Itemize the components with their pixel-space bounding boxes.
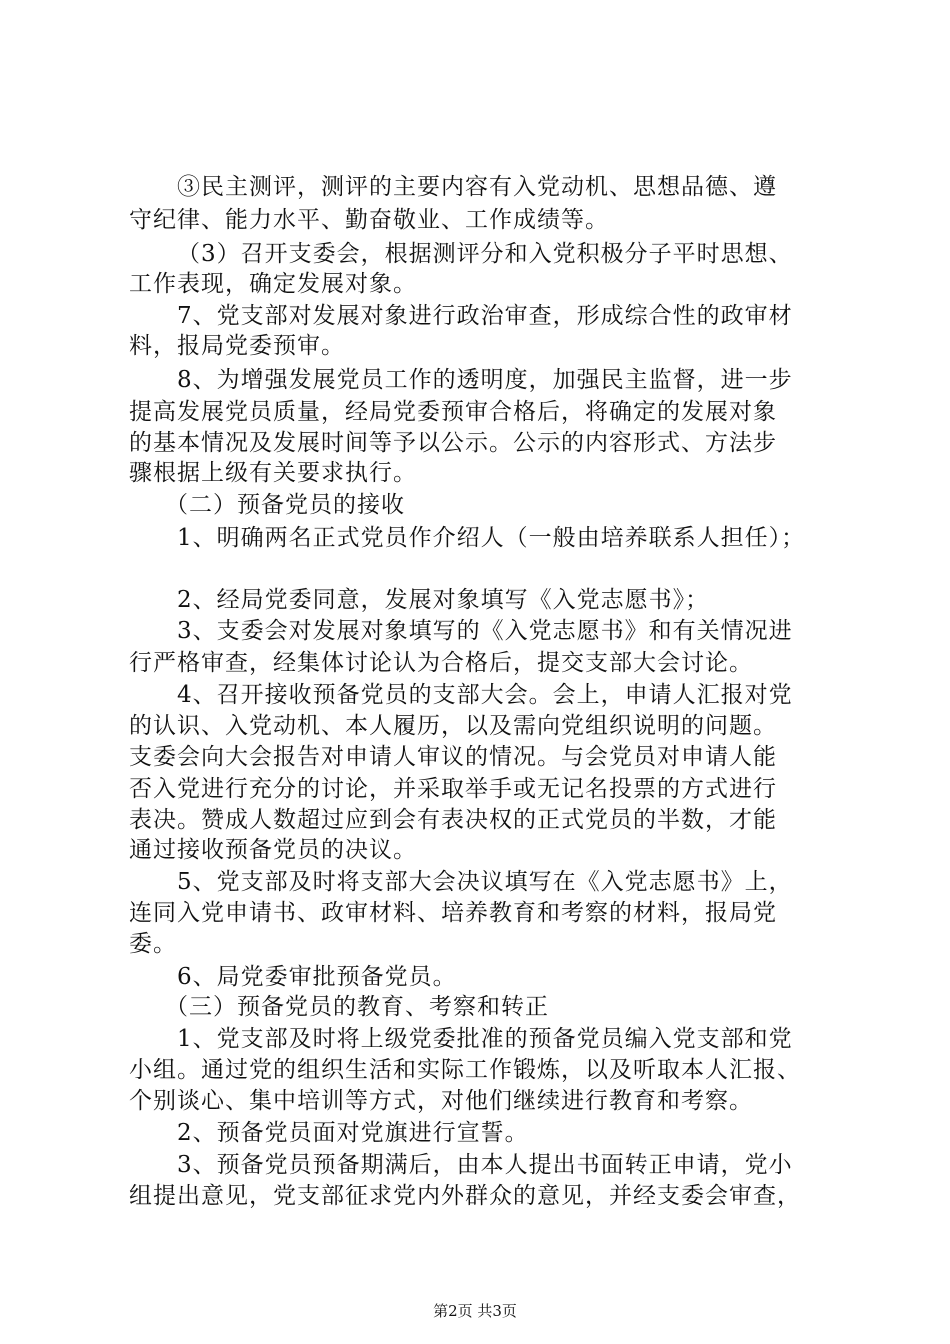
paragraph-line: 1、党支部及时将上级党委批准的预备党员编入党支部和党	[177, 1026, 793, 1052]
paragraph-line: 行严格审查，经集体讨论认为合格后，提交支部大会讨论。	[129, 650, 753, 676]
paragraph-line: 3、支委会对发展对象填写的《入党志愿书》和有关情况进	[177, 618, 793, 644]
paragraph-line: ③民主测评，测评的主要内容有入党动机、思想品德、遵	[177, 174, 777, 200]
paragraph-line: 骤根据上级有关要求执行。	[129, 460, 417, 486]
paragraph-line: 支委会向大会报告对申请人审议的情况。与会党员对申请人能	[129, 744, 777, 770]
paragraph-line: 6、局党委审批预备党员。	[177, 964, 457, 990]
paragraph-line: 个别谈心、集中培训等方式，对他们继续进行教育和考察。	[129, 1088, 753, 1114]
paragraph-line: 工作表现，确定发展对象。	[129, 271, 417, 297]
paragraph-line: 4、召开接收预备党员的支部大会。会上，申请人汇报对党	[177, 682, 793, 708]
paragraph-line: 料，报局党委预审。	[129, 333, 345, 359]
section-heading: （三）预备党员的教育、考察和转正	[165, 994, 549, 1020]
paragraph-line: 8、为增强发展党员工作的透明度，加强民主监督，进一步	[177, 367, 793, 393]
section-heading: （二）预备党员的接收	[165, 492, 405, 518]
paragraph-line: 的认识、入党动机、本人履历，以及需向党组织说明的问题。	[129, 713, 777, 739]
paragraph-line: 组提出意见，党支部征求党内外群众的意见，并经支委会审查，	[129, 1183, 801, 1209]
paragraph-line: 连同入党申请书、政审材料、培养教育和考察的材料，报局党	[129, 900, 777, 926]
paragraph-line: 否入党进行充分的讨论，并采取举手或无记名投票的方式进行	[129, 776, 777, 802]
paragraph-line: 3、预备党员预备期满后，由本人提出书面转正申请，党小	[177, 1152, 793, 1178]
paragraph-line: 7、党支部对发展对象进行政治审查，形成综合性的政审材	[177, 303, 793, 329]
paragraph-line: 守纪律、能力水平、勤奋敬业、工作成绩等。	[129, 207, 609, 233]
paragraph-line: 2、预备党员面对党旗进行宣誓。	[177, 1120, 529, 1146]
paragraph-line: 小组。通过党的组织生活和实际工作锻炼，以及听取本人汇报、	[129, 1057, 801, 1083]
paragraph-line: 通过接收预备党员的决议。	[129, 837, 417, 863]
paragraph-line: （3）召开支委会，根据测评分和入党积极分子平时思想、	[177, 241, 793, 267]
paragraph-line: 2、经局党委同意，发展对象填写《入党志愿书》；	[177, 587, 710, 613]
paragraph-line: 5、党支部及时将支部大会决议填写在《入党志愿书》上，	[177, 869, 793, 895]
paragraph-line: 表决。赞成人数超过应到会有表决权的正式党员的半数，才能	[129, 807, 777, 833]
paragraph-line: 1、明确两名正式党员作介绍人（一般由培养联系人担任）；	[177, 525, 806, 551]
paragraph-line: 的基本情况及发展时间等予以公示。公示的内容形式、方法步	[129, 430, 777, 456]
paragraph-line: 提高发展党员质量，经局党委预审合格后，将确定的发展对象	[129, 399, 777, 425]
page-number: 第2页 共3页	[433, 1302, 517, 1320]
paragraph-line: 委。	[129, 931, 177, 957]
